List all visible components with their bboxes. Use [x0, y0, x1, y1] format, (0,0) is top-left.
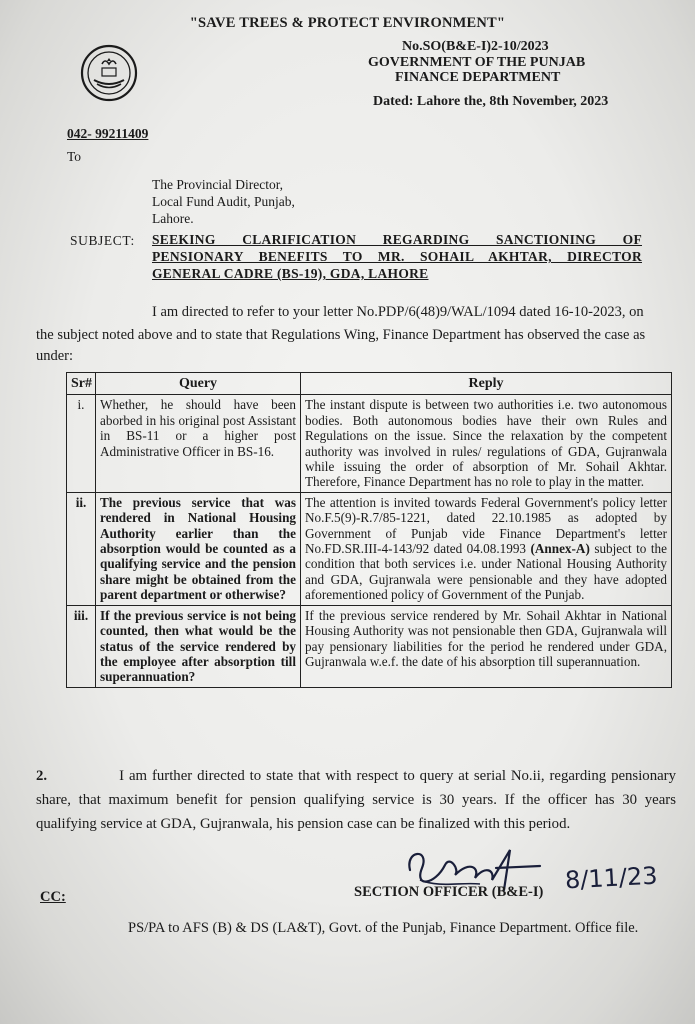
government-name: GOVERNMENT OF THE PUNJAB	[368, 55, 586, 70]
reference-number: No.SO(B&E-I)2-10/2023	[402, 39, 549, 54]
paragraph-2-text: I am further directed to state that with respect to query at serial No.ii, regarding pensionary share, that maximum benefit for pension qualifying service is 30 years. If the officer has 30 years qualifying service at GDA, Gujranwala, his pension case can be finalized with this period.	[36, 768, 676, 832]
paragraph-2	[36, 764, 676, 836]
table-row	[67, 395, 672, 492]
cc-label: CC:	[40, 889, 66, 905]
row-sr: iii.	[67, 605, 96, 687]
header-reply: Reply	[301, 373, 672, 395]
row-query: The previous service that was rendered in National Housing Authority earlier than the absorption would be counted as a qualifying service and the pension share might be obtained from the parent department or otherwise?	[96, 492, 301, 605]
addressee-line-3: Lahore.	[152, 211, 194, 226]
cc-recipients: PS/PA to AFS (B) & DS (LA&T), Govt. of the Punjab, Finance Department. Office file.	[128, 920, 639, 936]
header-sr: Sr#	[67, 373, 96, 395]
table-row	[67, 605, 672, 687]
table-header-row	[67, 373, 672, 395]
row-query: Whether, he should have been aborbed in his original post Assistant in BS-11 or a higher post Administrative Officer in BS-16.	[96, 395, 301, 492]
dated: Dated: Lahore the, 8th November, 2023	[373, 94, 609, 109]
annex-reference: (Annex-A)	[530, 541, 590, 557]
row-sr: ii.	[67, 492, 96, 605]
table-row	[67, 492, 672, 605]
phone-number: 042- 99211409	[67, 126, 149, 141]
reply-text-c: subject to the condition that both services i.e. under National Housing Authority and GDA, Gujranwala were pensionable and they have adopted aforementioned policy of Government of the Punjab.	[305, 541, 667, 603]
subject-text: SEEKING CLARIFICATION REGARDING SANCTIONING OF PENSIONARY BENEFITS TO MR. SOHAIL AKHTAR, DIRECTOR GENERAL CADRE (BS-19), GDA, LAHORE	[152, 232, 642, 281]
header-query: Query	[96, 373, 301, 395]
signatory-designation: SECTION OFFICER (B&E-I)	[354, 884, 544, 900]
subject-label: SUBJECT:	[70, 233, 135, 248]
paragraph-1-first-line: I am directed to refer to your letter No.PDP/6(48)9/WAL/1094 dated 16-10-2023, on	[152, 304, 644, 320]
reply-text-a: The attention is invited towards Federal Government's policy letter No.F.5(9)-R.7/85-1221, dated 22.10.1985 as adopted by Government of Punjab vide Finance Department's letter No.FD.SR.III-4-143/92 dated 04.08.1993	[305, 494, 667, 557]
motto: "SAVE TREES & PROTECT ENVIRONMENT"	[189, 15, 506, 31]
row-reply	[301, 492, 672, 605]
paragraph-1-continuation: the subject noted above and to state that Regulations Wing, Finance Department has observed the case as under:	[36, 327, 646, 364]
row-reply: The instant dispute is between two authorities i.e. two autonomous bodies. Both autonomous bodies have their own Rules and Regulations on the issue. Since the relaxation by the competent authority was involved in rules/ regulations of GDA, Gujranwala while issuing the order of absorption of Mr. Sohail Akhtar. Therefore, Finance Department has no role to play in the matter.	[301, 395, 672, 492]
paragraph-2-number: 2.	[36, 768, 48, 784]
addressee-line-2: Local Fund Audit, Punjab,	[152, 194, 295, 209]
department-name: FINANCE DEPARTMENT	[395, 70, 561, 85]
punjab-government-logo	[80, 44, 138, 102]
signature-date: 8/11/23	[564, 861, 659, 895]
to-label: To	[67, 149, 82, 164]
row-query: If the previous service is not being counted, then what would be the status of the service rendered by the employee after absorption till superannuation?	[96, 605, 301, 687]
row-sr: i.	[67, 395, 96, 492]
addressee-line-1: The Provincial Director,	[152, 177, 284, 192]
query-reply-table	[66, 372, 672, 688]
row-reply: If the previous service rendered by Mr. Sohail Akhtar in National Housing Authority was not pensionable then GDA, Gujranwala will pay pensionary liabilities for the period he rendered under GDA, Gujranwala w.e.f. the date of his absorption till superannuation.	[301, 605, 672, 687]
